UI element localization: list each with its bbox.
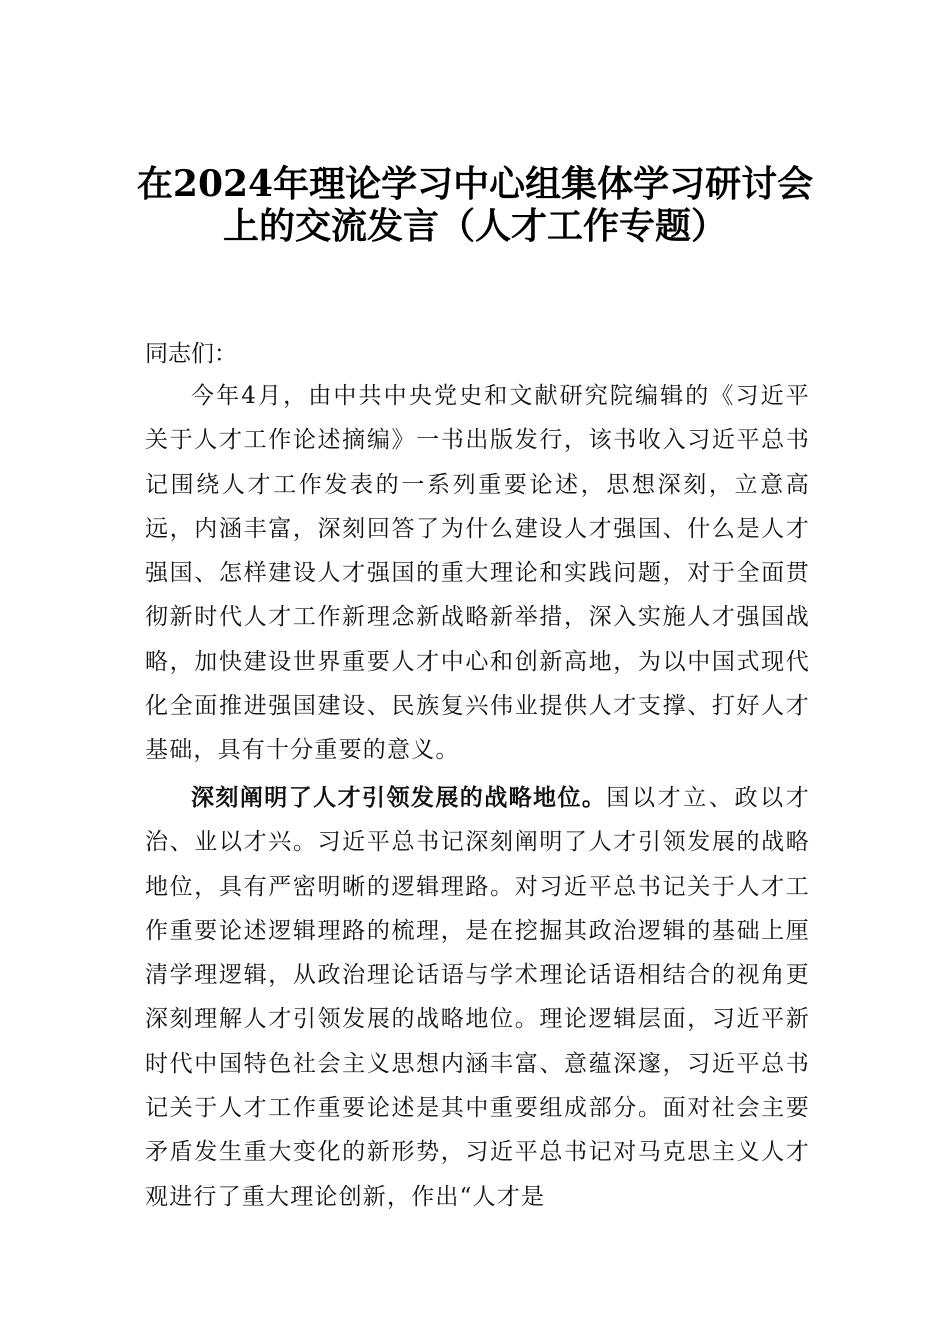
document-title-line-1: 在2024年理论学习中心组集体学习研讨会 [136, 163, 814, 205]
paragraph-2-lead-heading: 深刻阐明了人才引领发展的战略地位。 [191, 785, 607, 811]
paragraph-1: 今年4月，由中共中央党史和文献研究院编辑的《习近平关于人才工作论述摘编》一书出版发行，该书收入习近平总书记围绕人才工作发表的一系列重要论述，思想深刻，立意高远，内涵丰富，深刻回答了为什么建设人才强国、什么是人才强国、怎样建设人才强国的重大理论和实践问题，对于全面贯彻新时代人才工作新理念新战略新举措，深入实施人才强国战略，加快建设世界重要人才中心和创新高地，为以中国式现代化全面推进强国建设、民族复兴伟业提供人才支撑、打好人才基础，具有十分重要的意义。 [145, 383, 810, 764]
paragraph-2-body: 国以才立、政以才治、业以才兴。习近平总书记深刻阐明了人才引领发展的战略地位，具有严密明晰的逻辑理路。对习近平总书记关于人才工作重要论述逻辑理路的梳理，是在挖掘其政治逻辑的基础上厘清学理逻辑，从政治理论话语与学术理论话语相结合的视角更深刻理解人才引领发展的战略地位。理论逻辑层面，习近平新时代中国特色社会主义思想内涵丰富、意蕴深邃，习近平总书记关于人才工作重要论述是其中重要组成部分。面对社会主要矛盾发生重大变化的新形势，习近平总书记对马克思主义人才观进行了重大理论创新，作出“人才是 [145, 785, 811, 1210]
document-title-line-2: 上的交流发言（人才工作专题） [222, 205, 727, 247]
salutation: 同志们： [145, 341, 237, 367]
paragraph-2 [145, 776, 810, 1219]
